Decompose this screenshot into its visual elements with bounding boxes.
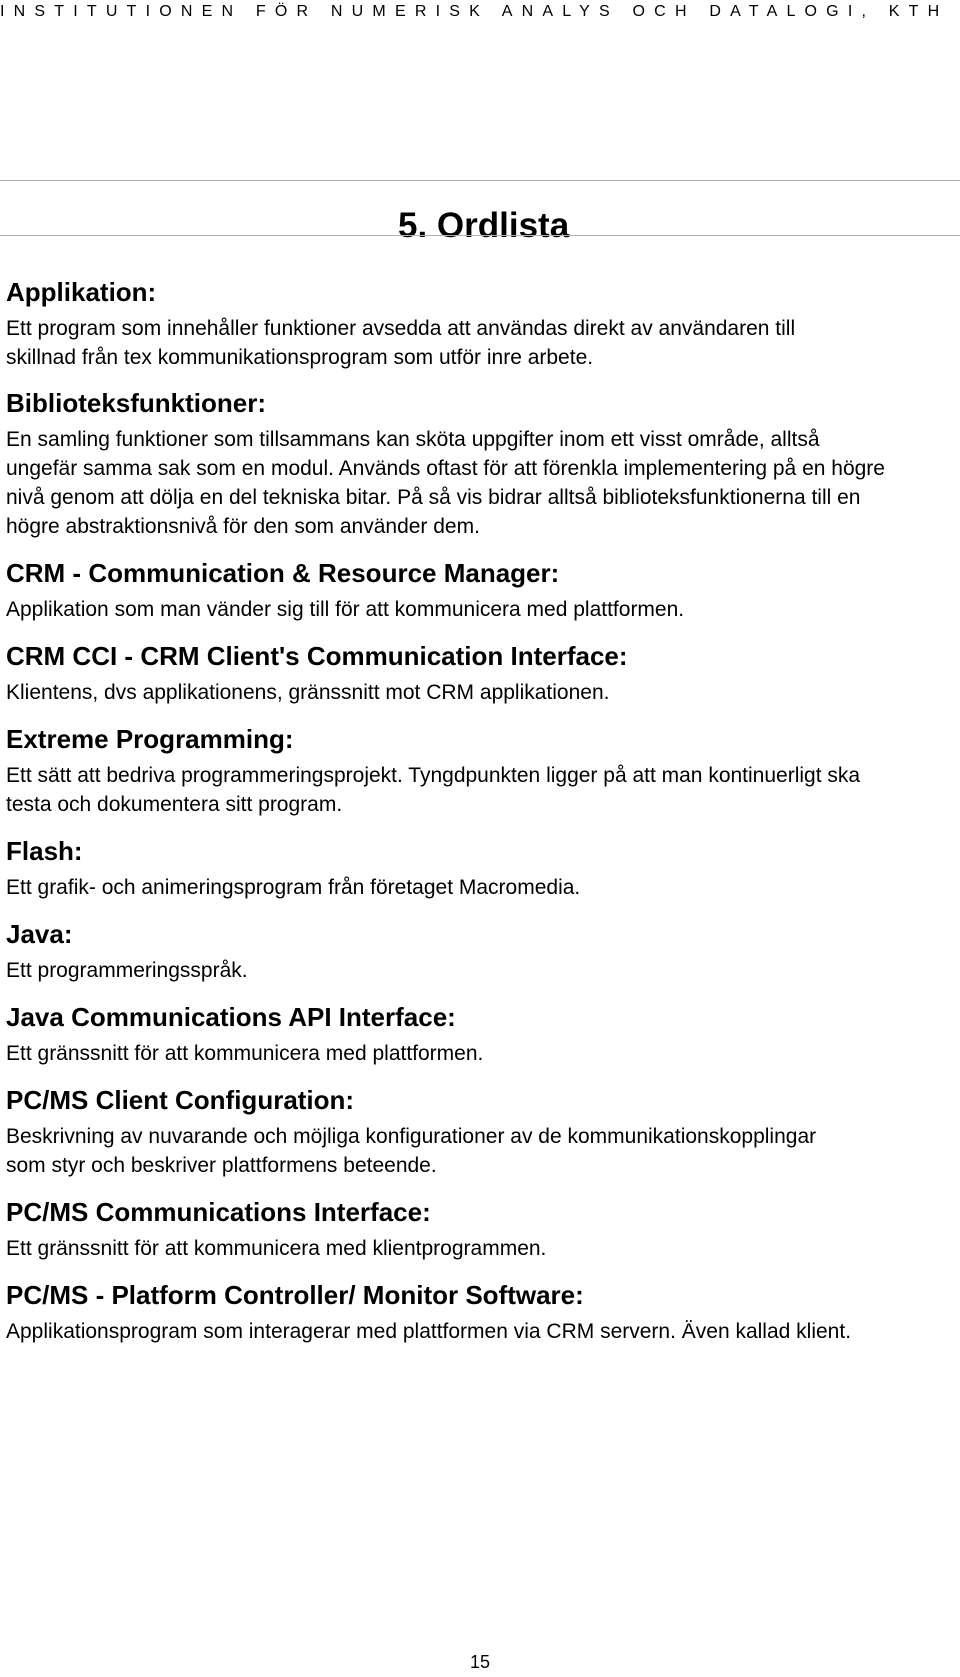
glossary-definition: Ett gränssnitt för att kommunicera med plattformen.	[6, 1042, 484, 1065]
glossary-term: Extreme Programming:	[6, 724, 294, 754]
glossary-entry-crm-cci	[6, 640, 956, 707]
glossary-entry-flash	[6, 835, 956, 902]
glossary-list	[6, 276, 956, 1346]
glossary-entry-java	[6, 918, 956, 985]
glossary-definition: Beskrivning av nuvarande och möjliga konfigurationer av de kommunikationskopplingar som styr och beskriver plattformens beteende.	[6, 1125, 817, 1177]
page-number: 15	[469, 1652, 491, 1672]
chapter-rule-bottom	[0, 235, 960, 236]
glossary-definition: En samling funktioner som tillsammans kan sköta uppgifter inom ett visst område, alltså ungefär samma sak som en modul. Används oftast för att förenkla implementering på en högre nivå genom att dölja en del tekniska bitar. På så vis bidrar alltså biblioteksfunktionerna till en högre abstraktionsnivå för den som använder dem.	[6, 428, 885, 538]
glossary-term: Java Communications API Interface:	[6, 1002, 456, 1032]
glossary-definition: Applikation som man vänder sig till för att kommunicera med plattformen.	[6, 598, 685, 621]
glossary-entry-biblioteksfunktioner	[6, 387, 956, 541]
glossary-term: PC/MS Communications Interface:	[6, 1197, 431, 1227]
glossary-definition: Ett program som innehåller funktioner avsedda att användas direkt av användaren till skillnad från tex kommunikationsprogram som utför inre arbete.	[6, 317, 796, 369]
glossary-definition: Ett sätt att bedriva programmeringsprojekt. Tyngdpunkten ligger på att man kontinuerligt ska testa och dokumentera sitt program.	[6, 764, 861, 816]
glossary-term: PC/MS - Platform Controller/ Monitor Software:	[6, 1280, 584, 1310]
glossary-definition: Klientens, dvs applikationens, gränssnitt mot CRM applikationen.	[6, 681, 610, 704]
glossary-term: Applikation:	[6, 277, 157, 307]
glossary-term: CRM - Communication & Resource Manager:	[6, 558, 560, 588]
glossary-entry-java-communications-api	[6, 1001, 956, 1068]
glossary-term: Java:	[6, 919, 73, 949]
chapter-title: 5. Ordlista	[398, 206, 570, 245]
glossary-entry-extreme-programming	[6, 723, 956, 819]
glossary-definition: Ett programmeringsspråk.	[6, 959, 248, 982]
glossary-term: Biblioteksfunktioner:	[6, 388, 267, 418]
glossary-entry-pcms-communications-interface	[6, 1196, 956, 1263]
glossary-entry-pcms-client-configuration	[6, 1084, 956, 1180]
glossary-definition: Ett gränssnitt för att kommunicera med klientprogrammen.	[6, 1237, 547, 1260]
chapter-rule-top	[0, 180, 960, 181]
glossary-entry-pcms-platform-controller	[6, 1279, 956, 1346]
glossary-entry-applikation	[6, 276, 956, 372]
glossary-term: PC/MS Client Configuration:	[6, 1085, 355, 1115]
glossary-term: CRM CCI - CRM Client's Communication Interface:	[6, 641, 628, 671]
glossary-definition: Applikationsprogram som interagerar med plattformen via CRM servern. Även kallad klient.	[6, 1320, 852, 1343]
glossary-entry-crm	[6, 557, 956, 624]
glossary-definition: Ett grafik- och animeringsprogram från företaget Macromedia.	[6, 876, 581, 899]
glossary-term: Flash:	[6, 836, 83, 866]
running-header: INSTITUTIONEN FÖR NUMERISK ANALYS OCH DATALOGI, KTH	[0, 3, 949, 20]
